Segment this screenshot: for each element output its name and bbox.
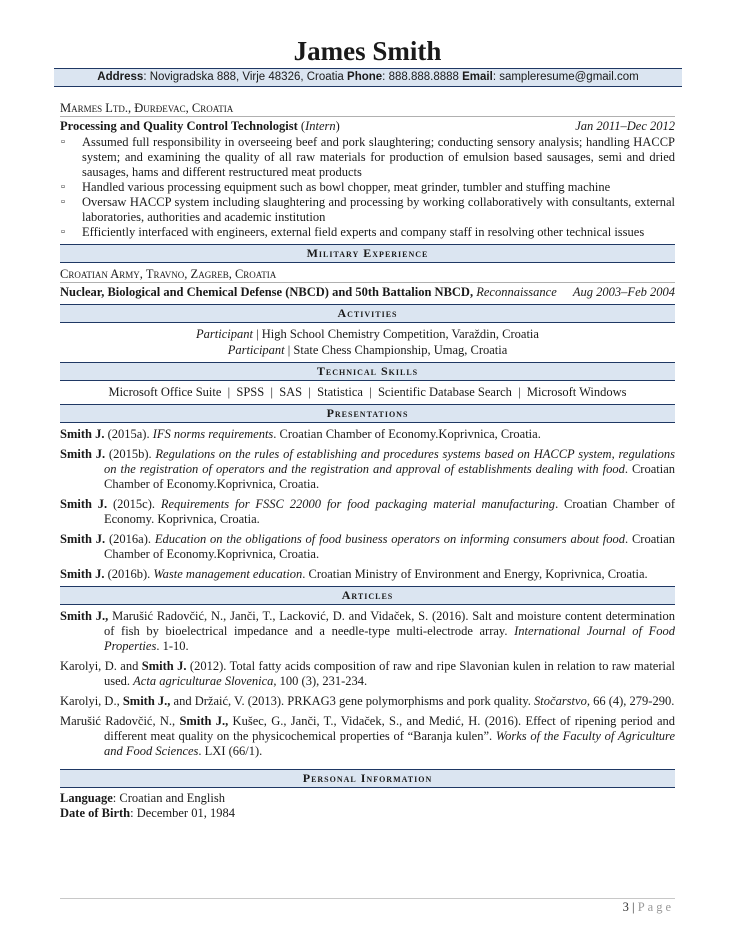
article-volume: 100 (3), 231-234. [276,674,368,688]
section-heading-activities: Activities [60,304,675,323]
presentation-venue: . Croatian Chamber of Economy.Koprivnica, Croatia. [104,462,675,491]
article-author-bold: Smith J. [141,659,187,673]
article-journal: Works of the Faculty of Agriculture and Food Sciences [104,729,675,758]
experience-title-wrap: Processing and Quality Control Technologist (Intern) [60,119,340,133]
presentation-title: IFS norms requirements [152,427,274,441]
presentation-author: Smith J. [60,497,108,511]
military-org: Croatian Army, Travno, Zagreb, Croatia [60,267,675,283]
article-body: (2012). Total fatty acids composition of raw and ripe Slavonian kulen in relation to raw material used. [104,659,675,688]
dob-value: December 01, 1984 [136,806,235,820]
activities-list [60,326,675,358]
personal-dob: Date of Birth: December 01, 1984 [60,806,235,820]
experience-bullet: ▫ Efficiently interfaced with engineers, external field experts and company staff in resolving other technical issues [60,225,675,240]
phone-label: Phone [347,71,383,83]
address-value: Novigradska 888, Virje 48326, Croatia [149,71,344,83]
military-dates: Aug 2003–Feb 2004 [572,285,675,299]
section-heading-personal: Personal Information [60,769,675,788]
section-heading-military: Military Experience [60,244,675,263]
article-prefix: Karolyi, D. and [60,659,142,673]
personal-language: Language: Croatian and English [60,791,225,805]
email-value[interactable]: sampleresume@gmail.com [499,71,639,83]
experience-title: Processing and Quality Control Technologist [60,119,298,133]
presentation-author: Smith J. [60,427,105,441]
article-volume: 66 (4), 279-290. [589,694,675,708]
page-separator: | [628,900,638,914]
presentation-title: Waste management education [153,567,303,581]
phone-value: 888.888.8888 [388,71,459,83]
candidate-name: James Smith [293,36,442,66]
article-journal: Acta agriculturae Slovenica, [133,674,277,688]
article-volume: . LXI (66/1). [198,744,263,758]
section-heading-skills: Technical Skills [60,362,675,381]
article-body: Marušić Radovčić, N., Janči, T., Lacković, D. and Vidaček, S. (2016). Salt and moisture content determination of fish by bioelectrical impedance and a needle-type multi-electrode array. [104,609,675,638]
experience-bullet: ▫ Handled various processing equipment such as bowl chopper, meat grinder, tumbler and stuffing machine [60,180,675,195]
article-entry [60,659,675,689]
article-volume: . 1-10. [156,639,189,653]
email-label: Email [462,71,493,83]
article-prefix: Karolyi, D., [60,694,123,708]
article-body: Kušec, G., Janči, T., Vidaček, S., and Medić, H. (2016). Effect of ripening period and different meat quality on the physicochemical properties of “Baranja kulen”. [104,714,676,743]
address-label: Address [97,71,144,83]
experience-company: Marmes Ltd., Đurđevac, Croatia [60,101,675,117]
article-author-bold: Smith J., [122,694,171,708]
article-author-bold: Smith J., [60,609,109,623]
presentation-year: (2016b). [104,567,154,581]
presentation-title: Regulations on the rules of establishing and procedures systems based on HACCP system, regulations on the registration of operators and the registration and approval of establishments dealing with food [104,447,675,476]
presentation-title: Requirements for FSSC 22000 for food packaging material manufacturing [160,497,556,511]
presentation-entry [60,567,675,582]
activity-separator: | [284,343,294,357]
contact-bar: Address: Novigradska 888, Virje 48326, Croatia Phone: 888.888.8888 Email: sampleresume@gmail.com [54,68,682,87]
page-footer [623,900,674,915]
presentation-entry [60,447,675,492]
military-role-row [60,284,675,300]
section-heading-articles: Articles [60,586,675,605]
presentation-year: (2016a). [105,532,155,546]
military-unit: Nuclear, Biological and Chemical Defense (NBCD) and 50th Battalion NBCD, [60,285,474,299]
footer-divider [60,898,675,899]
presentation-venue: . Croatian Chamber of Economy.Koprivnica, Croatia. [273,427,541,441]
activity-item [60,342,675,358]
activity-text: High School Chemistry Competition, Varaždin, Croatia [261,327,539,341]
activity-text: State Chess Championship, Umag, Croatia [293,343,508,357]
experience-bullet: ▫ Assumed full responsibility in overseeing beef and pork slaughtering; conducting sensory analysis; handling HACCP system; and examining the quality of all raw materials for production of emulsion based sausages, semi and dried sausages, hams and different restructured meat products [60,135,675,180]
article-journal: International Journal of Food Properties [104,624,675,653]
dob-label: Date of Birth [60,806,131,820]
article-entry [60,694,675,709]
experience-title-note: Intern [305,119,336,133]
activity-role: Participant [227,343,285,357]
activity-role: Participant [196,327,253,341]
page-label: Page [637,900,674,914]
article-entry [60,714,675,759]
section-heading-presentations: Presentations [60,404,675,423]
presentation-year: (2015a). [104,427,153,441]
presentation-title: Education on the obligations of food business operators on informing consumers about food [154,532,626,546]
article-author-bold: Smith J., [179,714,229,728]
presentation-venue: . Croatian Chamber of Economy.Koprivnica, Croatia. [104,532,676,561]
military-unit-wrap [60,284,557,300]
experience-role-row [60,118,675,134]
presentation-entry [60,427,675,442]
military-role: Reconnaissance [476,285,557,299]
skills-line: Microsoft Office Suite | SPSS | SAS | Statistica | Scientific Database Search | Microsoft Windows [108,385,627,399]
presentation-author: Smith J. [60,447,106,461]
presentation-author: Smith J. [60,532,106,546]
experience-bullets [60,135,675,240]
resume-page [60,36,675,821]
page-number: 3 [622,900,629,914]
article-prefix: Marušić Radovčić, N., [60,714,180,728]
presentation-entry [60,532,675,562]
article-entry [60,609,675,654]
presentation-year: (2015b). [105,447,156,461]
presentation-venue: . Croatian Chamber of Economy. Koprivnica, Croatia. [104,497,675,526]
presentation-year: (2015c). [107,497,161,511]
language-value: Croatian and English [119,791,225,805]
presentation-author: Smith J. [60,567,105,581]
activity-separator: | [253,327,262,341]
experience-dates: Jan 2011–Dec 2012 [575,119,675,133]
language-label: Language [60,791,113,805]
experience-bullet: ▫ Oversaw HACCP system including slaughtering and processing by working collaboratively with consultants, external laboratories, authorities and academic institution [60,195,675,225]
presentation-venue: . Croatian Ministry of Environment and Energy, Koprivnica, Croatia. [302,567,648,581]
activity-item [60,326,675,342]
article-journal: Stočarstvo, [534,694,590,708]
presentation-entry [60,497,675,527]
article-body: and Držaić, V. (2013). PRKAG3 gene polymorphisms and pork quality. [170,694,535,708]
